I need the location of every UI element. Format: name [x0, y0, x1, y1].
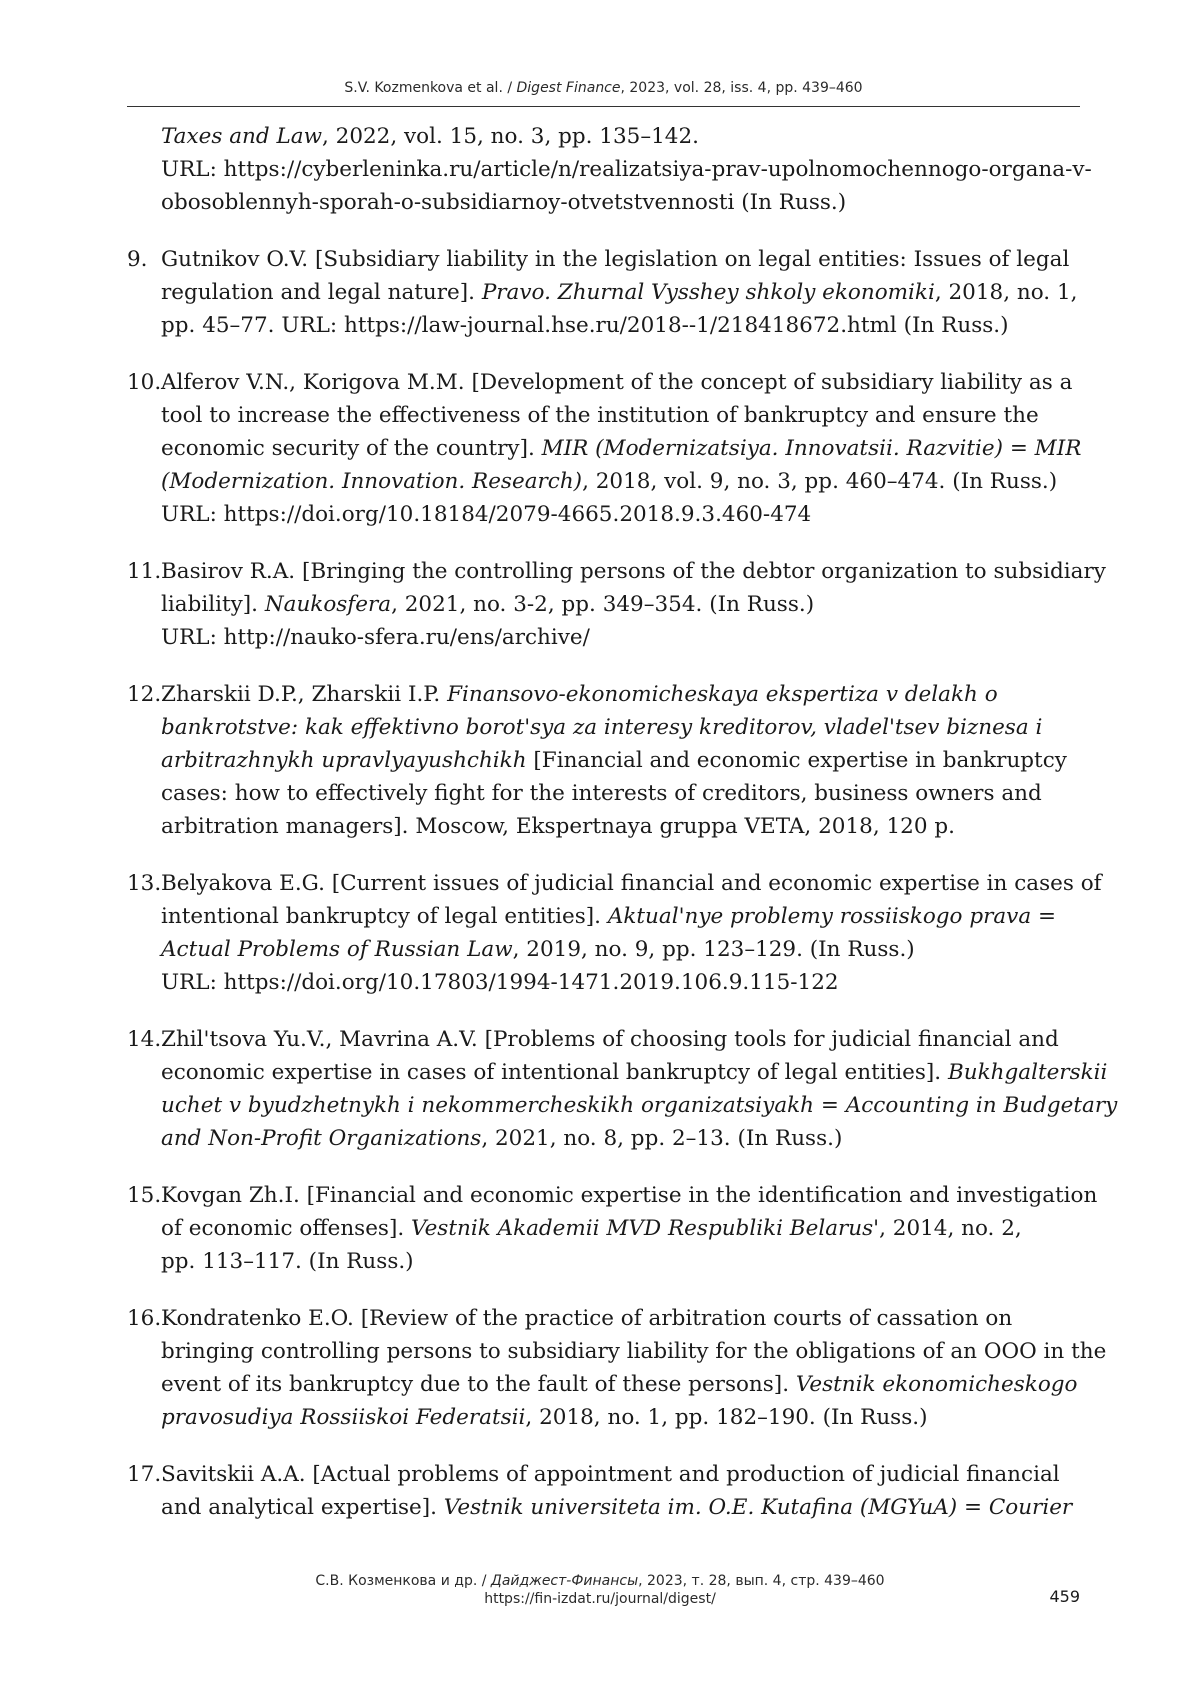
reference-number: 15. [127, 1179, 161, 1278]
reference-number: 10. [127, 366, 161, 531]
reference-item-13: 13. Belyakova E.G. [Current issues of judicial financial and economic expertise in cases of intentional bankruptcy of legal entities]. Aktual'nye problemy rossiiskogo prava = Actual Problems of Russian Law, 2019, no. 9, pp. 123–129. (In Russ.) URL: https://doi.org/10.17803/1994-1471.2019.106.9.115-122 [127, 867, 1087, 999]
reference-number: 16. [127, 1302, 161, 1434]
reference-item-15: 15. Kovgan Zh.I. [Financial and economic expertise in the identification and investigation of economic offenses]. Vestnik Akademii MVD Respubliki Belarus', 2014, no. 2, pp. 113–117. (In Russ.) [127, 1179, 1087, 1278]
reference-url: URL: https://cyberleninka.ru/article/n/realizatsiya-prav-upolnomochennogo-organa-v- [161, 153, 1087, 186]
reference-item-10: 10. Alferov V.N., Korigova M.M. [Development of the concept of subsidiary liability as a tool to increase the effectiveness of the institution of bankruptcy and ensure the economic security of the country]. MIR (Modernizatsiya. Innovatsii. Razvitie) = MIR (Modernization. Innovation. Research), 2018, vol. 9, no. 3, pp. 460–474. (In Russ.) URL: https://doi.org/10.18184/2079-4665.2018.9.3.460-474 [127, 366, 1087, 531]
reference-item-9: 9. Gutnikov O.V. [Subsidiary liability in the legislation on legal entities: Issues of legal regulation and legal nature]. Pravo. Zhurnal Vysshey shkoly ekonomiki, 2018, no. 1, pp. 45–77. URL: https://law-journal.hse.ru/2018--1/218418672.html (In Russ.) [127, 243, 1087, 342]
reference-number: 13. [127, 867, 161, 999]
reference-list [127, 120, 1087, 1548]
reference-number: 17. [127, 1458, 161, 1524]
journal-page [0, 0, 1200, 1697]
reference-number: 12. [127, 678, 161, 843]
footer-url: https://fin-izdat.ru/journal/digest/ [300, 1590, 900, 1608]
reference-item-14: 14. Zhil'tsova Yu.V., Mavrina A.V. [Problems of choosing tools for judicial financial and economic expertise in cases of intentional bankruptcy of legal entities]. Bukhgalterskii uchet v byudzhetnykh i nekommercheskikh organizatsiyakh = Accounting in Budgetary and Non-Profit Organizations, 2021, no. 8, pp. 2–13. (In Russ.) [127, 1023, 1087, 1155]
reference-item-16: 16. Kondratenko E.O. [Review of the practice of arbitration courts of cassation on bringing controlling persons to subsidiary liability for the obligations of an OOO in the event of its bankruptcy due to the fault of these persons]. Vestnik ekonomicheskogo pravosudiya Rossiiskoi Federatsii, 2018, no. 1, pp. 182–190. (In Russ.) [127, 1302, 1087, 1434]
running-head-authors: S.V. Kozmenkova et al. / [344, 80, 516, 96]
reference-number: 11. [127, 555, 161, 654]
reference-item-17: 17. Savitskii A.A. [Actual problems of appointment and production of judicial financial and analytical expertise]. Vestnik universiteta im. O.E. Kutafina (MGYuA) = Courier [127, 1458, 1087, 1524]
running-head [127, 80, 1080, 96]
footer-citation: С.В. Козменкова и др. / Дайджест-Финансы, 2023, т. 28, вып. 4, стр. 439–460 [300, 1572, 900, 1590]
page-number: 459 [1030, 1587, 1080, 1606]
page-footer [300, 1572, 900, 1608]
reference-number: 14. [127, 1023, 161, 1155]
reference-continued: Taxes and Law, 2022, vol. 15, no. 3, pp. 135–142. URL: https://cyberleninka.ru/article/n/realizatsiya-prav-upolnomochennogo-organa-v- obosoblennyh-sporah-o-subsidiarnoy-otvetstvennosti (In Russ.) [127, 120, 1087, 219]
reference-item-12: 12. Zharskii D.P., Zharskii I.P. Finansovo-ekonomicheskaya ekspertiza v delakh o bankrotstve: kak effektivno borot'sya za interesy kreditorov, vladel'tsev biznesa i arbitrazhnykh upravlyayushchikh [Financial and economic expertise in bankruptcy cases: how to effectively fight for the interests of creditors, business owners and arbitration managers]. Moscow, Ekspertnaya gruppa VETA, 2018, 120 p. [127, 678, 1087, 843]
reference-number: 9. [127, 243, 161, 342]
reference-item-11: 11. Basirov R.A. [Bringing the controlling persons of the debtor organization to subsidiary liability]. Naukosfera, 2021, no. 3-2, pp. 349–354. (In Russ.) URL: http://nauko-sfera.ru/ens/archive/ [127, 555, 1087, 654]
running-head-journal: Digest Finance [517, 80, 621, 96]
running-head-details: , 2023, vol. 28, iss. 4, pp. 439–460 [621, 80, 863, 96]
header-rule [127, 106, 1080, 107]
